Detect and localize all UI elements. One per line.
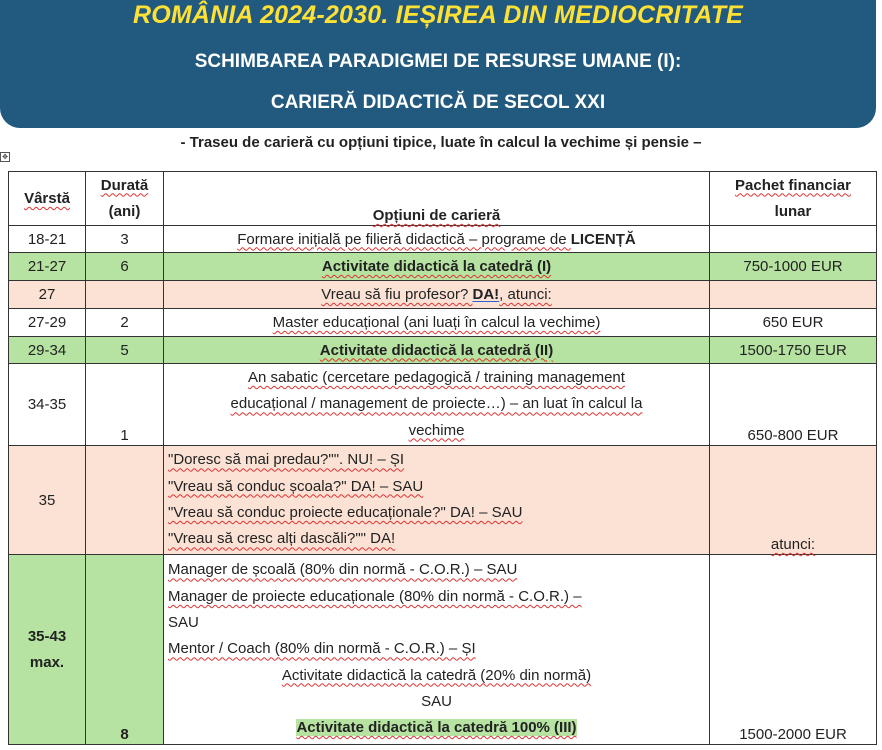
cell-pay: 650 EUR xyxy=(710,309,877,337)
cell-pay: atunci: xyxy=(710,446,877,555)
cell-option: Activitate didactică la catedră (II) xyxy=(164,337,710,364)
table-row xyxy=(9,281,877,309)
header-options: Opțiuni de carieră xyxy=(164,172,710,226)
page-title: ROMÂNIA 2024-2030. IEȘIREA DIN MEDIOCRITATE xyxy=(132,1,744,29)
table-header-row xyxy=(9,172,877,226)
cell-age: 34-35 xyxy=(9,364,86,446)
cell-duration: 3 xyxy=(86,226,164,253)
table-row xyxy=(9,555,877,745)
cell-option: "Doresc să mai predau?"". NU! – ȘI "Vreau să conduc școala?" DA! – SAU "Vreau să conduc proiecte educaționale?" DA! – SAU "Vreau să cresc alți dascăli?"" DA! xyxy=(164,446,710,555)
cell-duration: 5 xyxy=(86,337,164,364)
cell-age: 27 xyxy=(9,281,86,309)
cell-option: Activitate didactică la catedră (I) xyxy=(164,253,710,281)
table-row xyxy=(9,337,877,364)
cell-option: Formare inițială pe filieră didactică – programe de LICENȚĂ xyxy=(164,226,710,253)
header-pay: Pachet financiar lunar xyxy=(710,172,877,226)
cell-pay xyxy=(710,281,877,309)
table-row xyxy=(9,253,877,281)
table-row xyxy=(9,446,877,555)
cell-option: An sabatic (cercetare pedagogică / training management educațional / management de proiecte…) – an luat în calcul la vechime xyxy=(164,364,710,446)
header-age: Vârstă xyxy=(9,172,86,226)
table-row xyxy=(9,226,877,253)
cell-age: 35-43 max. xyxy=(9,555,86,745)
cell-duration: 2 xyxy=(86,309,164,337)
cell-pay: 750-1000 EUR xyxy=(710,253,877,281)
cell-duration: 6 xyxy=(86,253,164,281)
cell-pay: 1500-2000 EUR xyxy=(710,555,877,745)
cell-pay: 1500-1750 EUR xyxy=(710,337,877,364)
cell-option: Master educațional (ani luați în calcul la vechime) xyxy=(164,309,710,337)
page-subtitle-1: SCHIMBAREA PARADIGMEI DE RESURSE UMANE (I): xyxy=(194,51,682,72)
career-table xyxy=(8,171,877,745)
cell-age: 21-27 xyxy=(9,253,86,281)
cell-age: 29-34 xyxy=(9,337,86,364)
header-duration: Durată (ani) xyxy=(86,172,164,226)
cell-duration: 8 xyxy=(86,555,164,745)
cell-duration xyxy=(86,446,164,555)
cell-duration: 1 xyxy=(86,364,164,446)
title-banner xyxy=(0,0,876,128)
cell-pay xyxy=(710,226,877,253)
cell-duration xyxy=(86,281,164,309)
cell-pay: 650-800 EUR xyxy=(710,364,877,446)
table-caption xyxy=(0,134,882,151)
page-subtitle-2: CARIERĂ DIDACTICĂ DE SECOL XXI xyxy=(270,92,606,113)
table-row xyxy=(9,364,877,446)
cell-option: Manager de școală (80% din normă - C.O.R.) – SAU Manager de proiecte educaționale (80% din normă - C.O.R.) – SAU Mentor / Coach (80% din normă - C.O.R.) – ȘI Activitate didactică la catedră (20% din normă) SAU Activitate didactică la catedră 100% (III) xyxy=(164,555,710,745)
table-move-handle-icon[interactable]: ✥ xyxy=(0,152,10,162)
cell-age: 35 xyxy=(9,446,86,555)
cell-age: 27-29 xyxy=(9,309,86,337)
caption-text: - Traseu de carieră cu opțiuni tipice, luate în calcul la vechime și pensie – xyxy=(180,134,702,151)
cell-age: 18-21 xyxy=(9,226,86,253)
table-row xyxy=(9,309,877,337)
cell-option: Vreau să fiu profesor? DA!, atunci: xyxy=(164,281,710,309)
